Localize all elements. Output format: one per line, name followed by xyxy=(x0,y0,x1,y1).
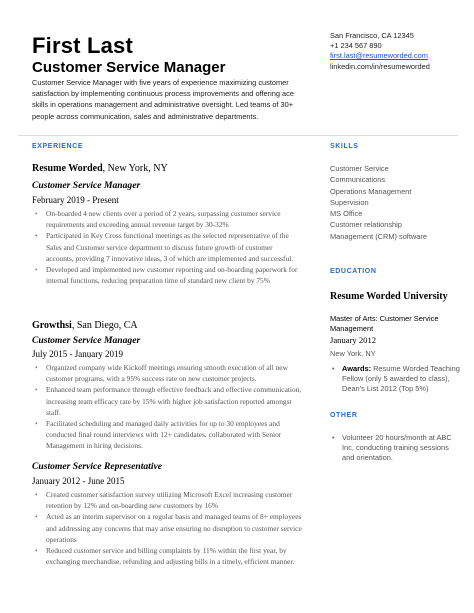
role-title: Customer Service Representative xyxy=(32,461,163,472)
awards-text: Resume Worded Teaching Fellow (only 5 awarded to class), Dean's List 2012 (Top 5%) xyxy=(342,364,460,394)
contact-email-link[interactable]: first.last@resumeworded.com xyxy=(330,51,428,61)
section-heading-skills: SKILLS xyxy=(330,143,359,150)
list-item: • Facilitated scheduling and managed daily activities for up to 30 employees and conducted final round interviews with 12+ candidates, collaborated with Senior Management in hiring decisions. xyxy=(32,418,302,452)
list-item: • Enhanced team performance through effective feedback and effective communication, increasing team efficacy rate by 15% with higher job satisfaction reported amongst staff. xyxy=(32,384,302,418)
role-title: Customer Service Manager xyxy=(32,335,141,346)
education-school: Resume Worded University xyxy=(330,291,448,302)
contact-linkedin[interactable]: linkedin.com/in/resumeworded xyxy=(330,61,430,71)
role-bullets xyxy=(32,208,302,286)
contact-location: San Francisco, CA 12345 xyxy=(330,31,414,40)
list-item: • On-boarded 4 new clients over a period of 2 years, surpassing customer service requirements and exceeding annual revenue target by 30-32% xyxy=(32,208,302,230)
company-name: Growthsi xyxy=(32,320,72,331)
summary-text: Customer Service Manager with five years of experience maximizing customer satisfaction by implementing continuous process improvements and offering ace skills in operations management and administrative oversight. Led teams of 30+ people across communication, sales and administrative departments. xyxy=(32,78,294,121)
list-item: • Reduced customer service and billing complaints by 11% within the first year, by exchanging merchandise, refunding and adjusting bills in a timely, efficient manner. xyxy=(32,545,302,567)
section-heading-education: EDUCATION xyxy=(330,268,377,275)
skill-item: Customer Service xyxy=(330,164,389,173)
role-title: Customer Service Manager xyxy=(32,180,141,191)
contact-phone: +1 234 567 890 xyxy=(330,41,382,51)
list-item: • Organized company wide Kickoff meetings ensuring smooth execution of all new customer programs, with a 95% success rate on new customer projects. xyxy=(32,362,302,384)
list-item: • Acted as an interim supervisor on a regular basis and managed teams of 8+ employees and addressing any concerns that may arise ensuring no disruption to customer service operations xyxy=(32,511,302,545)
role-dates: January 2012 - June 2015 xyxy=(32,476,125,486)
skill-item: Communications xyxy=(330,175,386,185)
section-heading-other: OTHER xyxy=(330,412,358,419)
awards-label: Awards: xyxy=(342,364,372,373)
section-heading-experience: EXPERIENCE xyxy=(32,143,84,150)
role-bullets xyxy=(32,362,302,452)
list-item: • Developed and implemented new customer reporting and on-boarding paperwork for internal functions, reducing preparation time of standard new client by 75% xyxy=(32,264,302,286)
education-date: January 2012 xyxy=(330,335,377,345)
education-location: New York, NY xyxy=(330,349,376,358)
company-location: , San Diego, CA xyxy=(71,320,138,331)
company-line xyxy=(32,320,138,331)
list-item xyxy=(330,364,460,395)
skills-list xyxy=(330,163,450,242)
candidate-name: First Last xyxy=(32,33,134,58)
company-location: , New York, NY xyxy=(102,163,168,174)
header-divider xyxy=(18,135,458,136)
list-item: • Created customer satisfaction survey utilizing Microsoft Excel increasing customer retention by 12% and on-boarding new customers by 16% xyxy=(32,489,302,511)
role-dates: February 2019 - Present xyxy=(32,195,119,205)
skill-item: Operations Management xyxy=(330,186,412,196)
company-line xyxy=(32,163,168,174)
contact-block xyxy=(330,31,430,72)
company-name: Resume Worded xyxy=(32,163,103,174)
skill-item: Supervision xyxy=(330,197,369,207)
list-item: • Volunteer 20 hours/month at ABC Inc, conducting training sessions and orientation. xyxy=(330,433,460,464)
role-bullets xyxy=(32,489,302,567)
other-list xyxy=(330,433,460,464)
role-dates: July 2015 - January 2019 xyxy=(32,349,123,359)
skill-item: Customer relationship xyxy=(330,220,402,230)
candidate-title: Customer Service Manager xyxy=(32,59,226,76)
list-item: • Participated in Key Cross functional meetings as the selected representative of the Sales and Customer service department to discuss future growth of customer accounts, providing 7 innovative ideas, 3 of which are implemented and successful. xyxy=(32,230,302,264)
education-awards xyxy=(330,364,460,395)
skill-item: MS Office xyxy=(330,209,363,219)
skill-item: Management (CRM) software xyxy=(330,231,427,241)
education-degree: Master of Arts: Customer Service Management xyxy=(330,314,439,333)
